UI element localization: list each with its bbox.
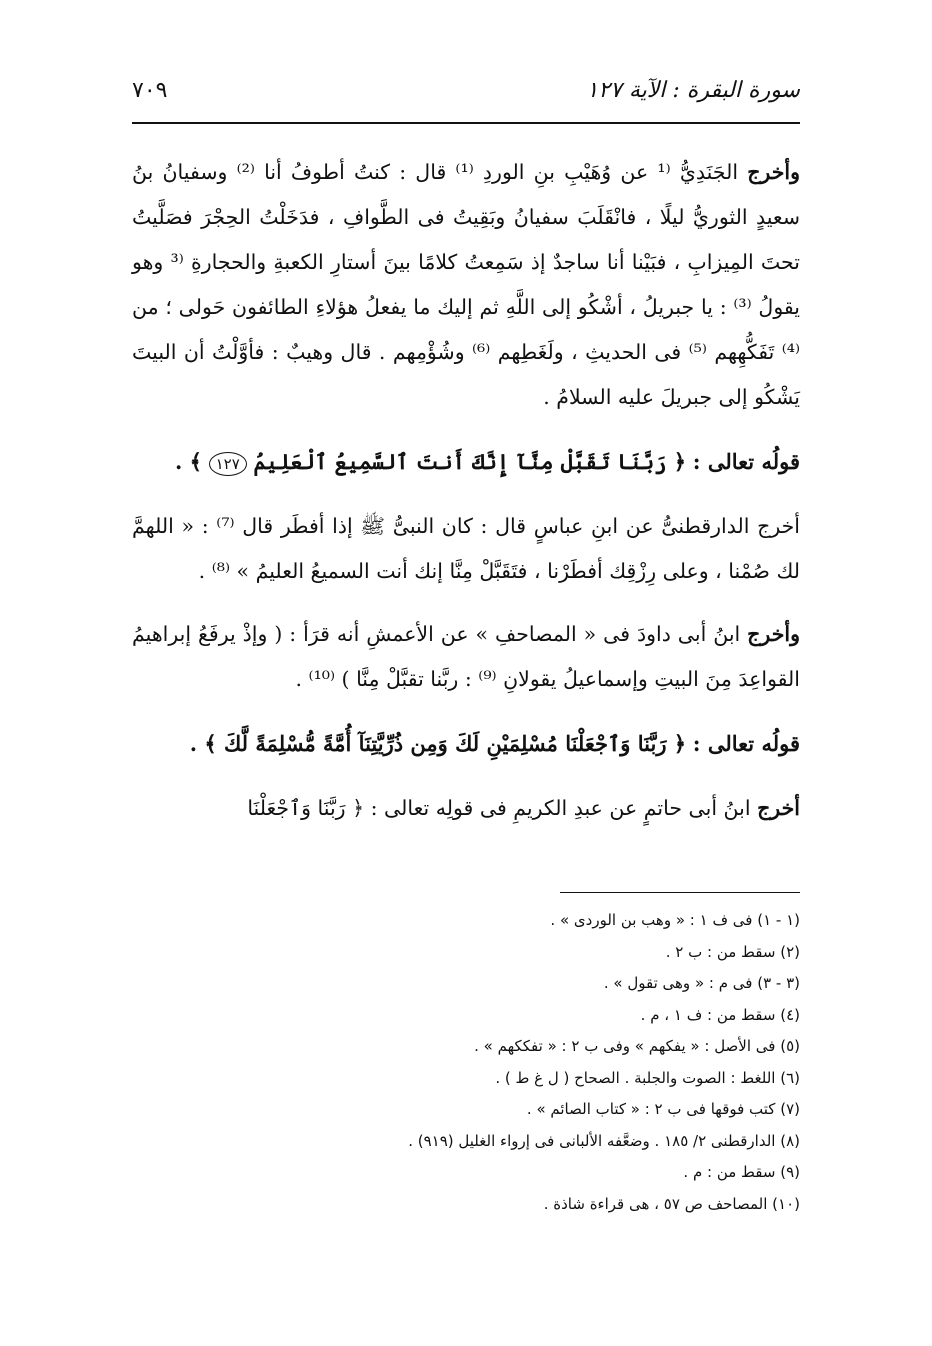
footnote: (١٠) المصاحف ص ٥٧ ، هى قراءة شاذة . xyxy=(543,1194,800,1213)
verse-heading-lead: قولُه تعالى : xyxy=(692,449,800,474)
footnote: (٩) سقط من : م . xyxy=(683,1163,800,1181)
paragraph-lead: وأخرج xyxy=(747,160,801,184)
paragraph-text: الجَنَدِيُّ ⁽¹ عن وُهَيْبِ بنِ الوردِ ⁽¹⁾ قال : كنتُ أطوفُ أنا ⁽²⁾ وسفيانُ بنُ سعيدٍ الثوريُّ ليلًا ، فانْقَلَبَ سفيانُ وبَقِيتُ فى الطَّوافِ ، فدَخَلْتُ الحِجْرَ فصَلَّيتُ تحتَ المِيزابِ ، فبَيْنا أنا ساجدٌ إذ سَمِعتُ كلامًا بينَ أستارِ الكعبةِ والحجارةِ ⁽³ وهو يقولُ ⁽³⁾ : يا جبريلُ ، أشْكُو إلى اللَّهِ ثم إليك ما يفعلُ هؤلاءِ الطائفون حَولى ؛ من ⁽⁴⁾ تَفَكُّهِهم ⁽⁵⁾ فى الحديثِ ، ولَغَطِهم ⁽⁶⁾ وشُؤْمِهم . قال وهيبٌ : فأوَّلْتُ أن البيتَ يَشْكُو إلى جبريلَ عليه السلامُ . xyxy=(132,160,800,409)
paragraph-lead: أخرج xyxy=(757,796,800,820)
verse-closing: ﴾ . xyxy=(175,449,202,474)
paragraph-text: ابنُ أبى داودَ فى « المصاحفِ » عن الأعمشِ أنه قرَأ : ( وإذْ يرفَعُ إبراهيمُ القواعِدَ مِنَ البيتِ وإسماعيلُ يقولانِ ⁽⁹⁾ : ربَّنا تقبَّلْ مِنَّا ) ⁽¹⁰⁾ . xyxy=(132,622,800,691)
footnote: (٦) اللغط : الصوت والجلبة . الصحاح ( ل غ ط ) . xyxy=(495,1068,800,1087)
paragraph-lead: وأخرج xyxy=(747,622,800,646)
verse-heading-lead: قولُه تعالى : xyxy=(692,731,800,756)
footnotes-list xyxy=(132,905,800,1220)
verse-number-ornament: ١٢٧ xyxy=(209,452,247,476)
paragraph xyxy=(132,504,800,594)
footnote: (٤) سقط من : ف ١ ، م . xyxy=(640,1005,800,1024)
main-text xyxy=(132,150,800,831)
paragraph xyxy=(132,786,800,831)
page-number: ٧٠٩ xyxy=(132,78,168,103)
footnote: (٥) فى الأصل : « يفكهم » وفى ب ٢ : « تفككهم » . xyxy=(474,1037,800,1055)
paragraph xyxy=(132,150,800,420)
footnote: (٨) الدارقطنى ٢/ ١٨٥ . وضعَّفه الألبانى فى إرواء الغليل (٩١٩) . xyxy=(408,1131,800,1150)
footnote-separator xyxy=(560,892,800,893)
quran-verse: ﴿ رَبَّنَا تَقَبَّلْ مِنَّآ إِنَّكَ أَنتَ ٱلسَّمِيعُ ٱلْعَلِيمُ xyxy=(253,449,687,474)
page-header xyxy=(132,78,800,118)
footnote: (٧) كتب فوقها فى ب ٢ : « كتاب الصائم » . xyxy=(526,1100,800,1118)
paragraph-text: أخرج الدارقطنىُّ عن ابنِ عباسٍ قال : كان النبىُّ ﷺ إذا أفطَر قال ⁽⁷⁾ : « اللهمَّ لك صُمْنا ، وعلى رِزْقِك أفطَرْنا ، فتَقَبَّلْ مِنَّا إنك أنت السميعُ العليمُ » ⁽⁸⁾ . xyxy=(132,514,800,583)
verse-heading xyxy=(132,438,800,486)
footnote: (١ - ١) فى ف ١ : « وهب بن الوردى » . xyxy=(550,911,800,929)
paragraph-text: ابنُ أبى حاتمٍ عن عبدِ الكريمِ فى قولِه تعالى : ﴿ رَبَّنَا وَٱجْعَلْنَا xyxy=(247,796,751,820)
verse-heading xyxy=(132,720,800,768)
footnote: (٣ - ٣) فى م : « وهى تقول » . xyxy=(603,974,800,992)
footnote: (٢) سقط من : ب ٢ . xyxy=(665,942,800,961)
header-rule xyxy=(132,122,800,124)
paragraph xyxy=(132,612,800,702)
running-title: سورة البقرة : الآية ١٢٧ xyxy=(586,78,800,103)
quran-verse: ﴿ رَبَّنَا وَٱجْعَلْنَا مُسْلِمَيْنِ لَكَ وَمِن ذُرِّيَّتِنَآ أُمَّةً مُّسْلِمَةً لَّكَ ﴾ . xyxy=(189,731,687,756)
